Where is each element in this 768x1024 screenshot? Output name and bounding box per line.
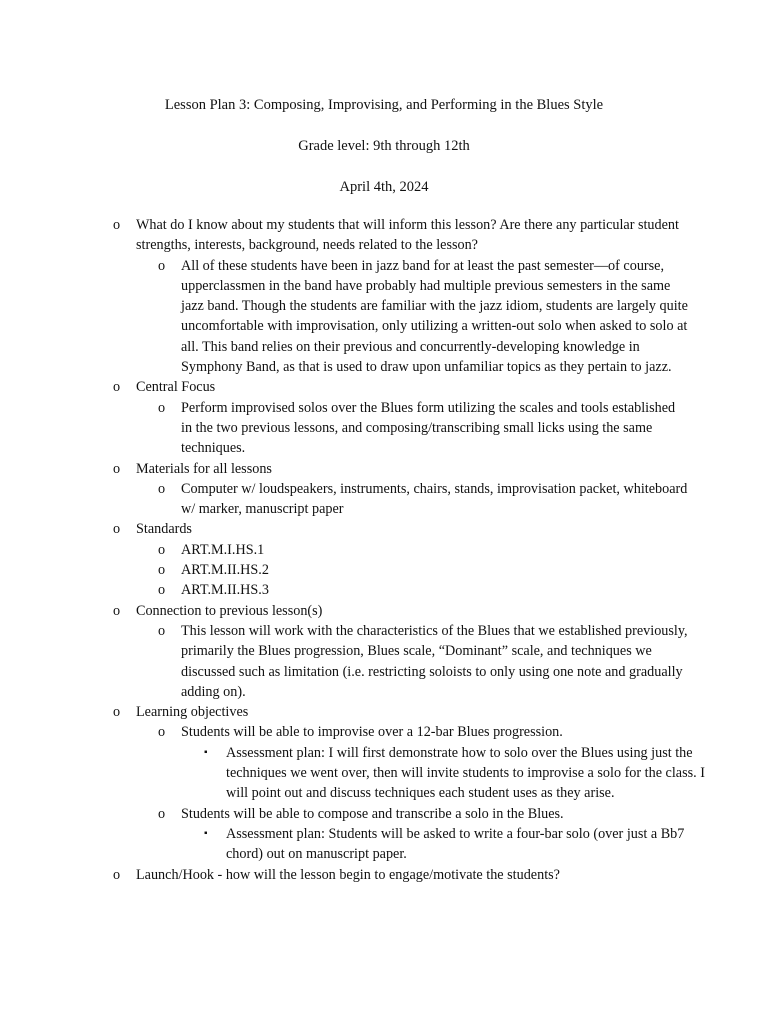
bullet-marker: o [113, 379, 121, 396]
item-text: All of these students have been in jazz band for at least the past semester—of course, upperclassmen in the band have probably had multiple previous semesters in the same jazz band. Though the students are familiar with the jazz idiom, students are largely quite uncomfortable with improvisation, only utilizing a written-out solo when asked to solo at all. This band relies on their previous and concurrently-developing knowledge in Symphony Band, as that is used to draw upon unfamiliar topics as they pertain to jazz. [181, 257, 688, 376]
square-bullet-marker: ▪ [204, 827, 208, 839]
item-text: ART.M.II.HS.2 [181, 562, 269, 579]
lesson-title: Lesson Plan 3: Composing, Improvising, and Performing in the Blues Style [164, 97, 604, 113]
section-text: Learning objectives [136, 704, 249, 721]
item-text: Students will be able to improvise over a 12-bar Blues progression. [181, 724, 563, 741]
list-subitem [0, 824, 768, 865]
section-central-focus [0, 377, 768, 397]
bullet-marker: o [158, 257, 166, 274]
bullet-marker: o [158, 541, 166, 558]
bullet-marker: o [158, 582, 166, 599]
section-launch-hook [0, 865, 768, 885]
grade-level: Grade level: 9th through 12th [298, 138, 470, 154]
subitem-text: Assessment plan: I will first demonstrate how to solo over the Blues using just the techniques we went over, then will invite students to improvise a solo for the class. I will point out and discuss techniques each student uses as they arise. [226, 744, 705, 802]
item-text: ART.M.II.HS.3 [181, 582, 269, 599]
item-text: Students will be able to compose and transcribe a solo in the Blues. [181, 805, 564, 822]
section-student-knowledge [0, 215, 768, 256]
bullet-marker: o [158, 399, 166, 416]
bullet-marker: o [158, 622, 166, 639]
square-bullet-marker: ▪ [204, 746, 208, 758]
section-connection [0, 601, 768, 621]
lesson-outline [0, 215, 768, 885]
list-item [0, 580, 768, 600]
subitem-text: Assessment plan: Students will be asked to write a four-bar solo (over just a Bb7 chord) out on manuscript paper. [226, 825, 685, 863]
section-standards [0, 519, 768, 539]
list-item [0, 398, 768, 459]
list-item [0, 804, 768, 824]
bullet-marker: o [113, 704, 121, 721]
lesson-date: April 4th, 2024 [339, 179, 429, 195]
bullet-marker: o [113, 521, 121, 538]
list-item [0, 256, 768, 378]
list-item [0, 722, 768, 742]
bullet-marker: o [113, 602, 121, 619]
bullet-marker: o [113, 460, 121, 477]
bullet-marker: o [113, 217, 121, 233]
bullet-marker: o [158, 805, 166, 822]
list-item [0, 479, 768, 520]
section-text: Materials for all lessons [136, 460, 272, 477]
section-text: What do I know about my students that will inform this lesson? Are there any particular student strengths, interests, background, needs related to the lesson? [136, 217, 679, 254]
bullet-marker: o [158, 562, 166, 579]
section-learning-objectives [0, 702, 768, 722]
bullet-marker: o [158, 480, 166, 497]
section-text: Launch/Hook - how will the lesson begin to engage/motivate the students? [136, 866, 560, 883]
list-item [0, 621, 768, 702]
item-text: Perform improvised solos over the Blues form utilizing the scales and tools established in the two previous lessons, and composing/transcribing small licks using the same techniques. [181, 399, 676, 457]
item-text: This lesson will work with the characteristics of the Blues that we established previously, primarily the Blues progression, Blues scale, “Dominant” scale, and techniques we discussed such as limitation (i.e. restricting soloists to only using one note and gradually adding on). [181, 622, 688, 700]
bullet-marker: o [113, 866, 121, 883]
list-item [0, 560, 768, 580]
bullet-marker: o [158, 724, 166, 741]
item-text: ART.M.I.HS.1 [181, 541, 265, 558]
section-text: Connection to previous lesson(s) [136, 602, 323, 619]
section-text: Central Focus [136, 379, 216, 396]
item-text: Computer w/ loudspeakers, instruments, chairs, stands, improvisation packet, whiteboard w/ marker, manuscript paper [181, 480, 688, 518]
list-item [0, 540, 768, 560]
section-text: Standards [136, 521, 192, 538]
section-materials [0, 459, 768, 479]
list-subitem [0, 743, 768, 804]
